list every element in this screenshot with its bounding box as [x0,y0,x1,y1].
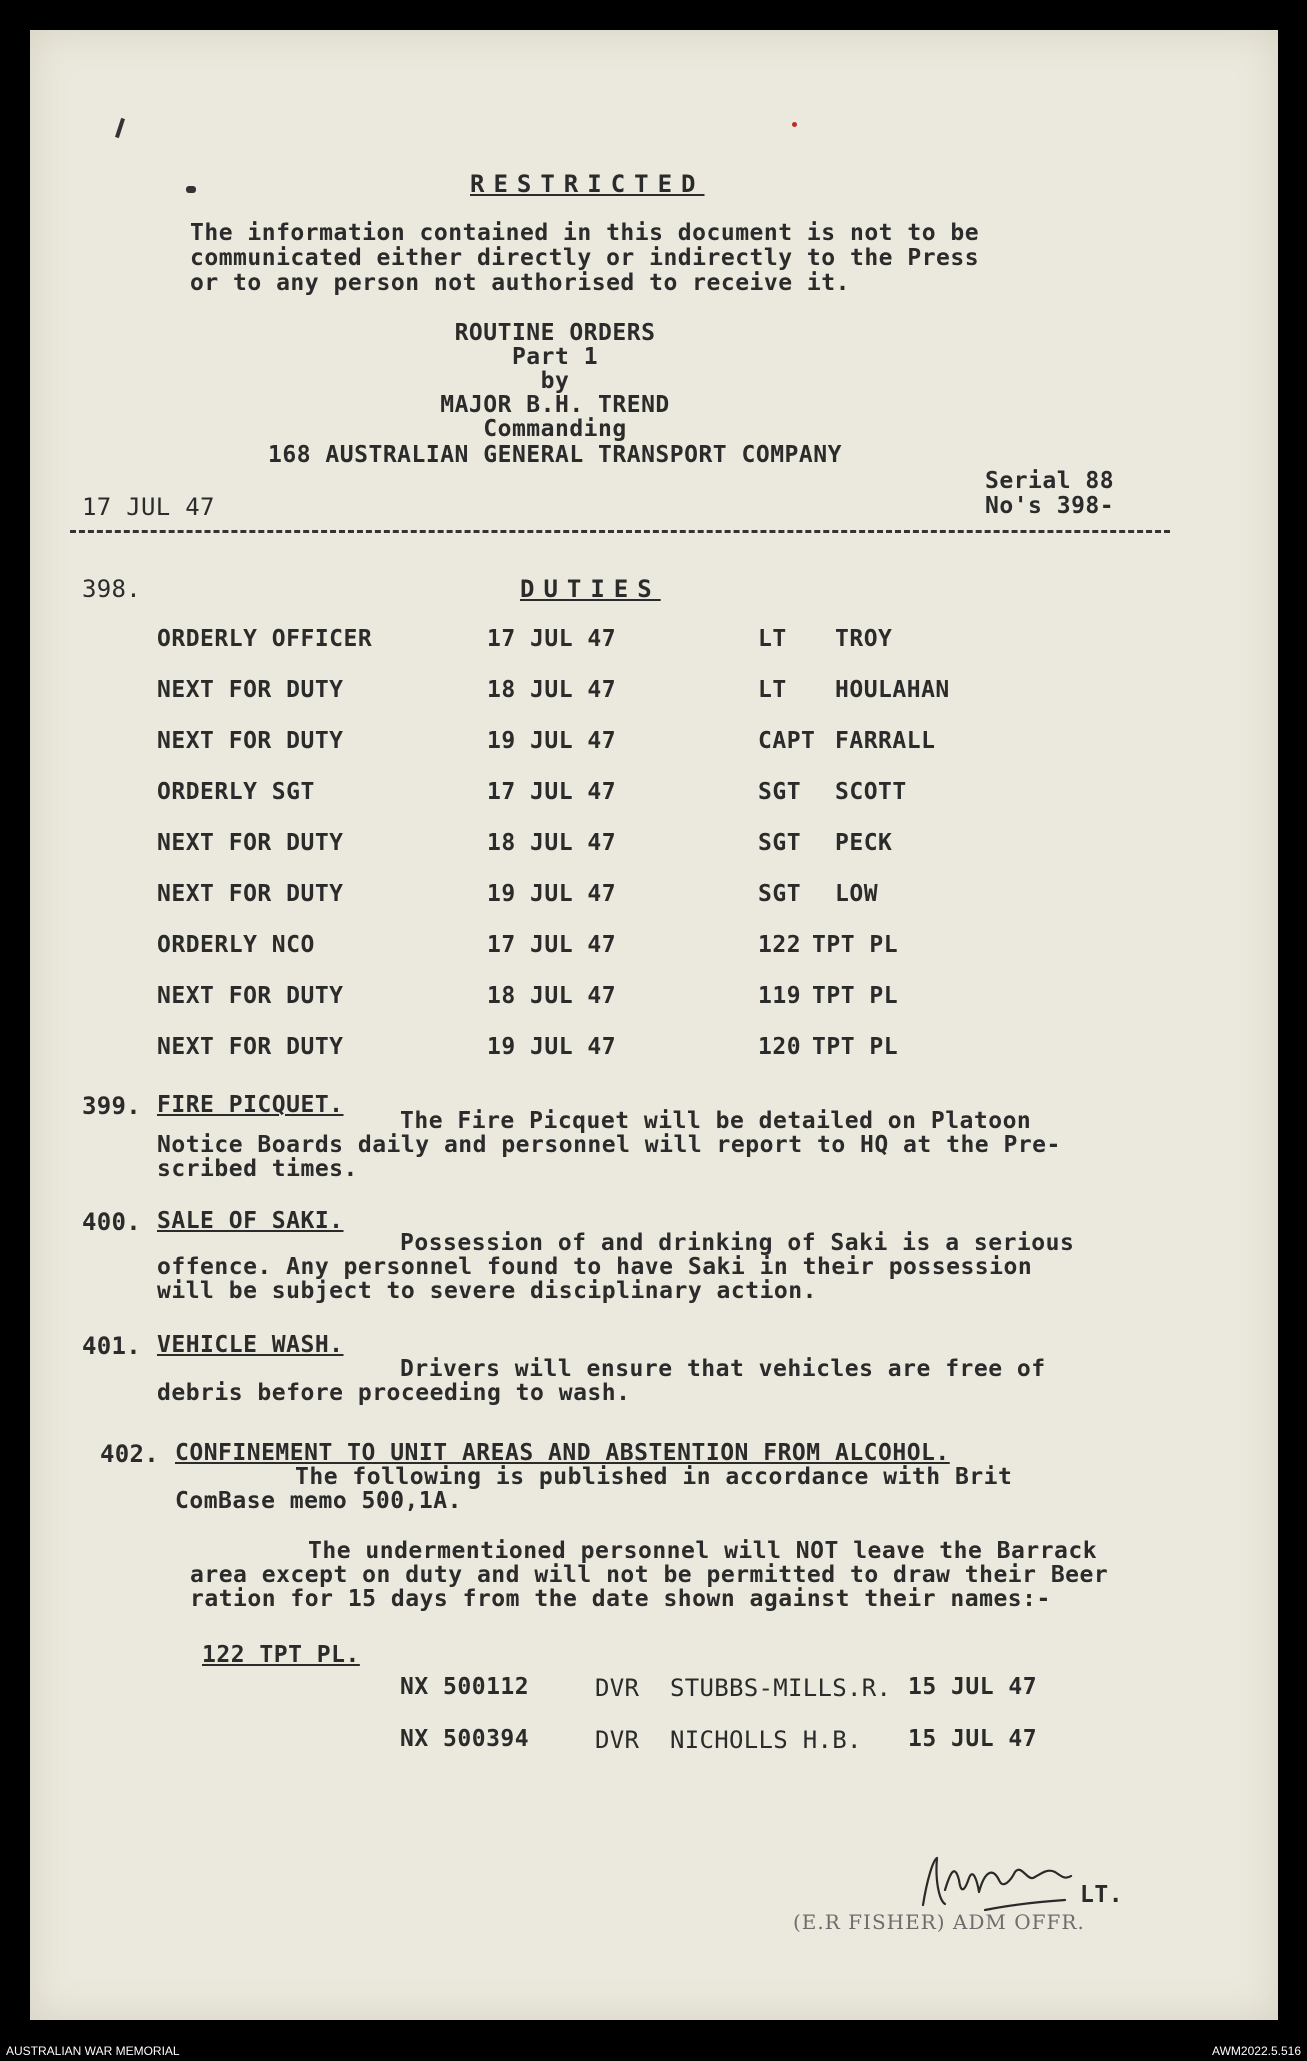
personnel-number: NX 500112 [400,1674,530,1700]
item-text-line: Possession of and drinking of Saki is a serious [400,1230,1075,1256]
serial-number: Serial 88 [985,468,1115,494]
duty-rank: SGT [758,779,802,805]
item-text-line: ComBase memo 500,1A. [175,1488,462,1514]
item-text-line: The undermentioned personnel will NOT leave the Barrack [308,1538,1098,1564]
personnel-number: NX 500394 [400,1726,530,1752]
duty-name: NEXT FOR DUTY [157,677,344,703]
duties-number: 398. [82,575,141,603]
duty-name: ORDERLY NCO [157,932,315,958]
personnel-date: 15 JUL 47 [908,1674,1038,1700]
duty-name: NEXT FOR DUTY [157,881,344,907]
duty-name: NEXT FOR DUTY [157,983,344,1009]
title-line-6: 168 AUSTRALIAN GENERAL TRANSPORT COMPANY [268,442,842,468]
item-heading: SALE OF SAKI. [157,1208,344,1234]
notice-line-1: The information contained in this document is not to be [190,220,980,246]
item-text-line: area except on duty and will not be permitted to draw their Beer [190,1562,1109,1588]
item-text-line: Drivers will ensure that vehicles are free of [400,1356,1046,1382]
duty-date: 18 JUL 47 [487,830,617,856]
duty-rank: 120 [758,1034,802,1060]
duty-date: 17 JUL 47 [487,932,617,958]
personnel-date: 15 JUL 47 [908,1726,1038,1752]
item-text-line: The Fire Picquet will be detailed on Platoon [400,1108,1032,1134]
duty-name: ORDERLY OFFICER [157,626,373,652]
item-text-line: will be subject to severe disciplinary action. [157,1278,817,1304]
title-line-4: MAJOR B.H. TREND [440,392,670,418]
notice-line-2: communicated either directly or indirectly to the Press [190,245,980,271]
classification-label: RESTRICTED [470,170,705,198]
duties-heading: DUTIES [520,575,661,603]
item-number: 400. [82,1208,141,1236]
duty-person: PECK [835,830,893,856]
title-line-5: Commanding [483,416,627,442]
duty-date: 19 JUL 47 [487,881,617,907]
header-divider [70,530,1170,533]
unit-label: 122 TPT PL. [202,1642,360,1668]
item-heading: FIRE PICQUET. [157,1092,344,1118]
duty-person: LOW [835,881,879,907]
duty-rank: LT [758,677,787,703]
order-date: 17 JUL 47 [82,493,215,521]
footer-source: AUSTRALIAN WAR MEMORIAL [6,2044,180,2058]
item-text-line: Notice Boards daily and personnel will report to HQ at the Pre- [157,1132,1061,1158]
title-line-3: by [540,368,570,394]
duty-rank: 119 [758,983,802,1009]
order-numbers: No's 398- [985,493,1115,519]
item-number: 402. [100,1440,159,1468]
duty-rank: SGT [758,830,802,856]
notice-line-3: or to any person not authorised to receive it. [190,270,850,296]
title-line-1: ROUTINE ORDERS [454,320,656,346]
footer-reference: AWM2022.5.516 [1212,2044,1301,2058]
item-text-line: scribed times. [157,1156,358,1182]
red-ink-mark [792,122,797,127]
title-line-2: Part 1 [511,344,599,370]
duty-person: TPT PL [812,983,899,1009]
item-heading: VEHICLE WASH. [157,1332,344,1358]
duty-date: 18 JUL 47 [487,983,617,1009]
duty-date: 17 JUL 47 [487,626,617,652]
punch-mark [186,186,196,193]
duty-rank: LT [758,626,787,652]
duty-date: 17 JUL 47 [487,779,617,805]
item-number: 401. [82,1332,141,1360]
duty-name: NEXT FOR DUTY [157,830,344,856]
item-text-line: The following is published in accordance with Brit [295,1464,1013,1490]
duty-date: 19 JUL 47 [487,728,617,754]
duty-name: NEXT FOR DUTY [157,728,344,754]
duty-person: TPT PL [812,932,899,958]
personnel-rank: DVR [595,1726,640,1754]
duty-person: FARRALL [835,728,936,754]
personnel-name: NICHOLLS H.B. [670,1726,862,1754]
item-number: 399. [82,1092,141,1120]
item-text-line: debris before proceeding to wash. [157,1380,631,1406]
item-text-line: ration for 15 days from the date shown against their names:- [190,1586,1051,1612]
duty-name: ORDERLY SGT [157,779,315,805]
duty-name: NEXT FOR DUTY [157,1034,344,1060]
signature-rank: LT. [1080,1882,1124,1908]
duty-rank: 122 [758,932,802,958]
duty-rank: CAPT [758,728,816,754]
personnel-name: STUBBS-MILLS.R. [670,1674,892,1702]
duty-person: TPT PL [812,1034,899,1060]
pen-mark [115,118,125,138]
duty-person: HOULAHAN [835,677,950,703]
duty-person: SCOTT [835,779,907,805]
document-page [30,30,1278,2020]
duty-rank: SGT [758,881,802,907]
duty-date: 18 JUL 47 [487,677,617,703]
signature-stamp: (E.R FISHER) ADM OFFR. [793,1910,1085,1934]
duty-person: TROY [835,626,893,652]
archive-footer [0,2041,1307,2061]
personnel-rank: DVR [595,1674,640,1702]
duty-date: 19 JUL 47 [487,1034,617,1060]
item-heading: CONFINEMENT TO UNIT AREAS AND ABSTENTION FROM ALCOHOL. [175,1440,950,1466]
item-text-line: offence. Any personnel found to have Saki in their possession [157,1254,1033,1280]
